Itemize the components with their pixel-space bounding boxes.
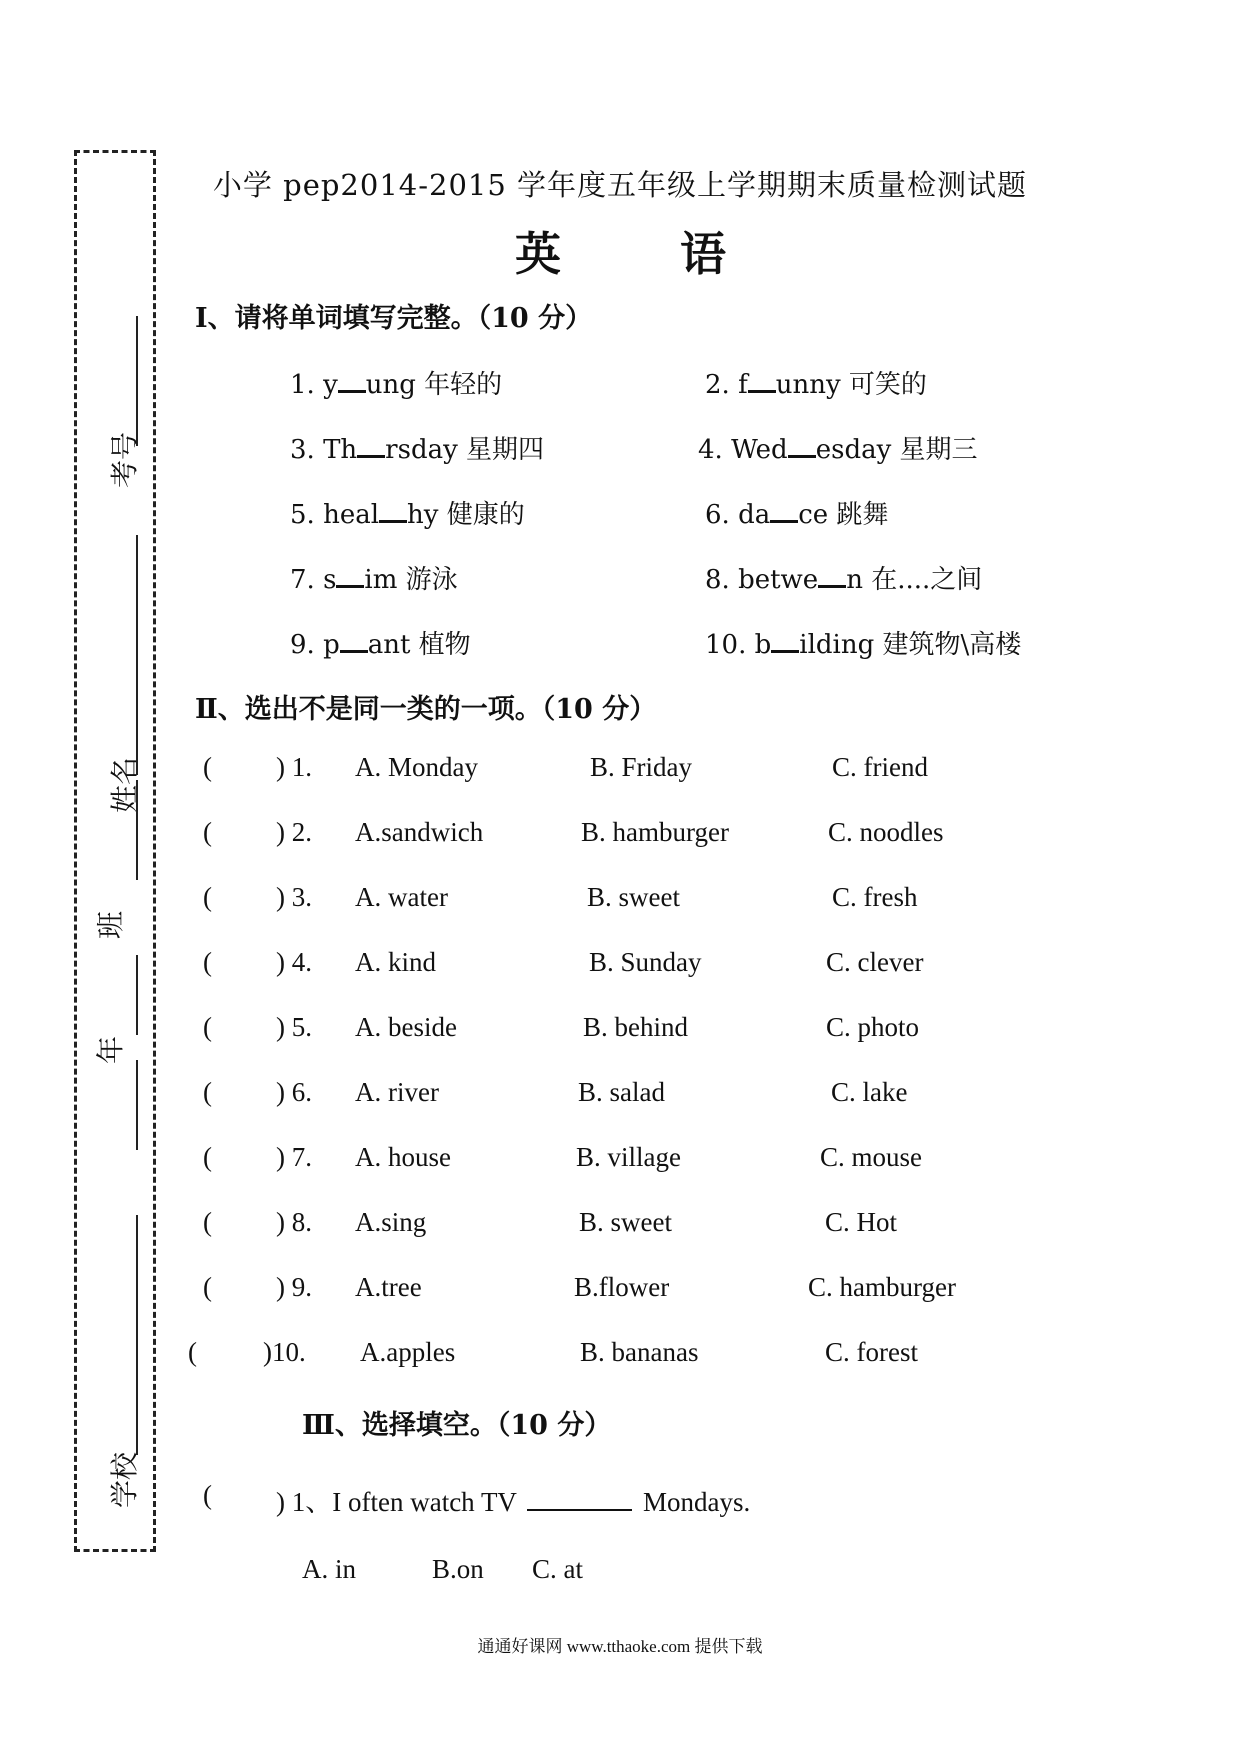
question-number: ) 1. [276,752,312,782]
option-a: A.sandwich [355,817,484,847]
footer-text: 通通好课网 www.tthaoke.com 提供下载 [477,1637,763,1656]
option-a: A. water [355,882,448,912]
answer-paren-open: ( [203,947,212,977]
subject-char-2: 语 [680,227,726,281]
fill-item: 4. Wed esday 星期三 [698,435,978,465]
answer-paren-open: ( [203,1480,212,1510]
option-b: B. village [576,1142,681,1172]
answer-paren-open: ( [203,1012,212,1042]
question-number: ) 4. [276,947,312,977]
grade-line-bottom [136,1060,138,1150]
option-a: A. beside [355,1012,457,1042]
option-c: C. forest [825,1337,918,1367]
option-c: C. friend [832,752,928,782]
option-c: C. fresh [832,882,918,912]
answer-paren-open: ( [188,1337,197,1367]
option-b: B. Sunday [589,947,702,977]
option-b: B. Friday [590,752,693,782]
option-c: C. Hot [825,1207,898,1237]
question-number: ) 5. [276,1012,312,1042]
name-label: 姓名 [108,756,142,814]
grade-line-top [136,955,138,1035]
option-c: C. at [532,1554,583,1584]
option-a: A. kind [355,947,436,977]
binding-strip [74,150,156,1552]
option-c: C. noodles [828,817,944,847]
option-b: B. bananas [580,1337,699,1367]
school-label: 学校 [108,1451,142,1509]
section-2-title: Ⅱ、选出不是同一类的一项。（10 分） [195,694,657,725]
option-a: A.apples [360,1337,456,1367]
option-c: C. clever [826,947,924,977]
question-number: ) 2. [276,817,312,847]
option-b: B. sweet [579,1207,672,1237]
option-a: A. in [302,1554,356,1584]
option-a: A.sing [355,1207,427,1237]
question-number: ) 8. [276,1207,312,1237]
fill-item: 3. Th rsday 星期四 [290,435,545,465]
question-number: ) 6. [276,1077,312,1107]
option-b: B.flower [574,1272,670,1302]
option-c: C. photo [826,1012,920,1042]
option-c: C. lake [831,1077,908,1107]
option-a: A.tree [355,1272,422,1302]
fill-item: 8. betwe n 在....之间 [705,565,983,595]
fill-item: 6. da ce 跳舞 [705,500,889,530]
section-1-title: Ⅰ、请将单词填写完整。（10 分） [195,303,593,334]
answer-blank [527,1487,632,1511]
option-c: C. mouse [820,1142,923,1172]
exam-number-line [136,316,138,446]
class-label: 班 [94,910,128,940]
answer-paren-open: ( [203,1207,212,1237]
section-3-title: Ⅲ、选择填空。（10 分） [302,1410,612,1441]
option-a: A. Monday [355,752,478,782]
fill-item: 5. heal hy 健康的 [290,500,525,530]
fill-item: 7. s im 游泳 [290,565,458,595]
question-number: )10. [263,1337,306,1367]
answer-paren-open: ( [203,1142,212,1172]
question-number: ) 7. [276,1142,312,1172]
exam-title: 小学 pep2014-2015 学年度五年级上学期期末质量检测试题 [212,168,1028,202]
school-line [136,1215,138,1455]
question-stem: ) 1、I often watch TV Mondays. [276,1487,751,1517]
name-line [136,535,138,775]
subject-char-1: 英 [515,227,561,281]
option-b: B. salad [578,1077,665,1107]
fill-item: 2. f unny 可笑的 [705,370,927,400]
option-b: B. sweet [587,882,680,912]
fill-item: 1. y ung 年轻的 [290,370,503,400]
fill-item: 9. p ant 植物 [290,630,471,660]
answer-paren-open: ( [203,752,212,782]
question-number: ) 9. [276,1272,312,1302]
fill-item: 10. b ilding 建筑物\高楼 [705,630,1022,660]
grade-label: 年 [94,1035,128,1065]
option-c: C. hamburger [808,1272,956,1302]
answer-paren-open: ( [203,817,212,847]
class-line [136,780,138,880]
answer-paren-open: ( [203,1272,212,1302]
option-a: A. house [355,1142,451,1172]
exam-number-label: 考号 [108,431,142,489]
answer-paren-open: ( [203,882,212,912]
option-b: B. hamburger [581,817,729,847]
question-number: ) 3. [276,882,312,912]
answer-paren-open: ( [203,1077,212,1107]
option-b: B. behind [583,1012,688,1042]
option-a: A. river [355,1077,439,1107]
option-b: B.on [432,1554,484,1584]
